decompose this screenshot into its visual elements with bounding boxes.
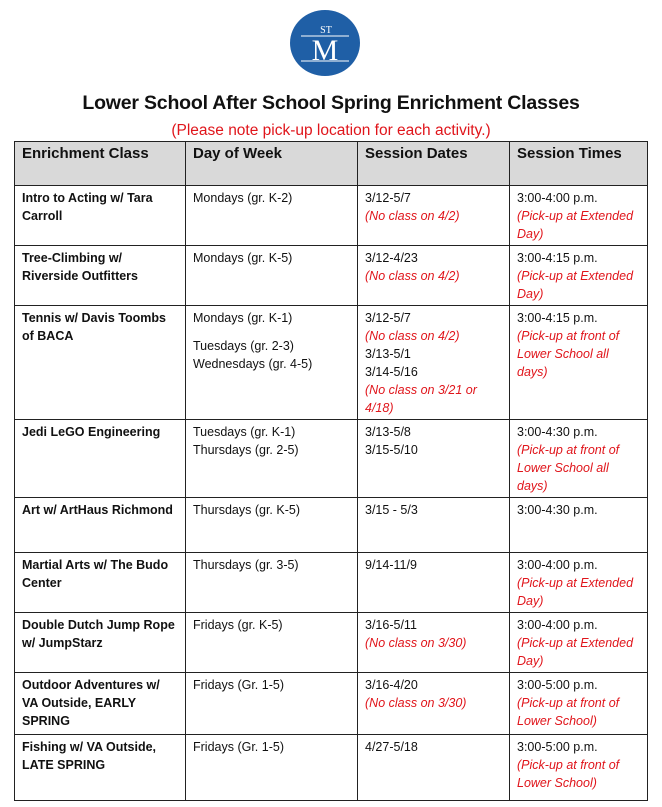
cell-text: Fridays (gr. K-5) (193, 618, 283, 632)
spacer (193, 327, 351, 337)
cell-text: Tuesdays (gr. K-1) (193, 425, 296, 439)
cell-text: 3/12-5/7 (365, 191, 411, 205)
cell-text: Fridays (Gr. 1-5) (193, 678, 284, 692)
note-text: (Pick-up at front of Lower School) (517, 758, 620, 790)
note-text: (Pick-up at Extended Day) (517, 576, 634, 608)
cell-text: 3/12-4/23 (365, 251, 418, 265)
session-dates-cell (358, 498, 510, 553)
enrichment-class-cell: Art w/ ArtHaus Richmond (15, 498, 186, 553)
note-text: (Pick-up at Extended Day) (517, 209, 634, 241)
table-row (15, 246, 648, 306)
enrichment-class-cell: Tennis w/ Davis Toombs of BACA (15, 306, 186, 420)
day-of-week-cell (186, 246, 358, 306)
session-times-cell (510, 613, 648, 673)
table-row (15, 735, 648, 801)
cell-text: 3:00-4:00 p.m. (517, 618, 598, 632)
header-session-times: Session Times (510, 142, 648, 186)
enrichment-class-cell: Outdoor Adventures w/ VA Outside, EARLY SPRING (15, 673, 186, 735)
cell-text: Thursdays (gr. 3-5) (193, 558, 299, 572)
table-row (15, 420, 648, 498)
header-session-dates: Session Dates (358, 142, 510, 186)
cell-text: 3/13-5/8 (365, 425, 411, 439)
session-dates-cell (358, 553, 510, 613)
note-text: (No class on 4/2) (365, 269, 460, 283)
day-of-week-cell (186, 420, 358, 498)
logo-initials-sup: ST (320, 25, 332, 36)
cell-text: Fridays (Gr. 1-5) (193, 740, 284, 754)
day-of-week-cell (186, 613, 358, 673)
table-row (15, 306, 648, 420)
enrichment-class-cell: Intro to Acting w/ Tara Carroll (15, 186, 186, 246)
note-text: (Pick-up at front of Lower School all days) (517, 329, 620, 379)
page-title: Lower School After School Spring Enrichment Classes (82, 92, 580, 114)
cell-text: Mondays (gr. K-1) (193, 311, 293, 325)
enrichment-class-cell: Jedi LeGO Engineering (15, 420, 186, 498)
table-header-row (15, 142, 648, 186)
session-dates-cell (358, 246, 510, 306)
cell-text: 3/16-4/20 (365, 678, 418, 692)
session-times-cell (510, 306, 648, 420)
logo-initials: M (311, 34, 339, 67)
cell-text: 3/15 - 5/3 (365, 503, 418, 517)
cell-text: 3/13-5/1 (365, 347, 411, 361)
day-of-week-cell (186, 553, 358, 613)
session-times-cell (510, 186, 648, 246)
cell-text: 3/14-5/16 (365, 365, 418, 379)
cell-text: 3/16-5/11 (365, 618, 417, 632)
header-enrichment-class: Enrichment Class (15, 142, 186, 186)
note-text: (No class on 3/30) (365, 696, 467, 710)
cell-text: 9/14-11/9 (365, 558, 417, 572)
session-dates-cell (358, 306, 510, 420)
session-dates-cell (358, 735, 510, 801)
cell-text: Wednesdays (gr. 4-5) (193, 357, 313, 371)
note-text: (Pick-up at front of Lower School) (517, 696, 620, 728)
table-row (15, 553, 648, 613)
cell-text: 3:00-4:15 p.m. (517, 251, 598, 265)
cell-text: 3:00-4:00 p.m. (517, 558, 598, 572)
cell-text: 3/15-5/10 (365, 443, 418, 457)
enrichment-class-cell: Tree-Climbing w/ Riverside Outfitters (15, 246, 186, 306)
cell-text: 3:00-4:00 p.m. (517, 191, 598, 205)
cell-text: 3/12-5/7 (365, 311, 411, 325)
note-text: (Pick-up at Extended Day) (517, 636, 634, 668)
day-of-week-cell (186, 498, 358, 553)
table-row (15, 613, 648, 673)
school-logo (289, 7, 361, 79)
session-times-cell (510, 420, 648, 498)
cell-text: Thursdays (gr. K-5) (193, 503, 300, 517)
header-day-of-week: Day of Week (186, 142, 358, 186)
table-row (15, 498, 648, 553)
note-text: (Pick-up at Extended Day) (517, 269, 634, 301)
enrichment-class-cell: Martial Arts w/ The Budo Center (15, 553, 186, 613)
session-dates-cell (358, 673, 510, 735)
table-row (15, 673, 648, 735)
cell-text: Mondays (gr. K-5) (193, 251, 293, 265)
day-of-week-cell (186, 673, 358, 735)
cell-text: 4/27-5/18 (365, 740, 418, 754)
enrichment-table (14, 141, 648, 801)
session-times-cell (510, 498, 648, 553)
cell-text: 3:00-5:00 p.m. (517, 678, 598, 692)
note-text: (Pick-up at front of Lower School all days) (517, 443, 620, 493)
page-subtitle: (Please note pick-up location for each activity.) (171, 122, 491, 139)
session-times-cell (510, 673, 648, 735)
cell-text: 3:00-5:00 p.m. (517, 740, 598, 754)
cell-text: Mondays (gr. K-2) (193, 191, 293, 205)
day-of-week-cell (186, 735, 358, 801)
note-text: (No class on 4/2) (365, 329, 460, 343)
session-times-cell (510, 553, 648, 613)
session-times-cell (510, 735, 648, 801)
note-text: (No class on 3/21 or 4/18) (365, 383, 477, 415)
session-dates-cell (358, 420, 510, 498)
session-dates-cell (358, 186, 510, 246)
enrichment-class-cell: Fishing w/ VA Outside, LATE SPRING (15, 735, 186, 801)
session-dates-cell (358, 613, 510, 673)
day-of-week-cell (186, 306, 358, 420)
day-of-week-cell (186, 186, 358, 246)
cell-text: 3:00-4:15 p.m. (517, 311, 598, 325)
cell-text: Tuesdays (gr. 2-3) (193, 339, 294, 353)
note-text: (No class on 4/2) (365, 209, 460, 223)
enrichment-class-cell: Double Dutch Jump Rope w/ JumpStarz (15, 613, 186, 673)
cell-text: 3:00-4:30 p.m. (517, 503, 598, 517)
table-row (15, 186, 648, 246)
note-text: (No class on 3/30) (365, 636, 467, 650)
cell-text: 3:00-4:30 p.m. (517, 425, 598, 439)
cell-text: Thursdays (gr. 2-5) (193, 443, 299, 457)
session-times-cell (510, 246, 648, 306)
